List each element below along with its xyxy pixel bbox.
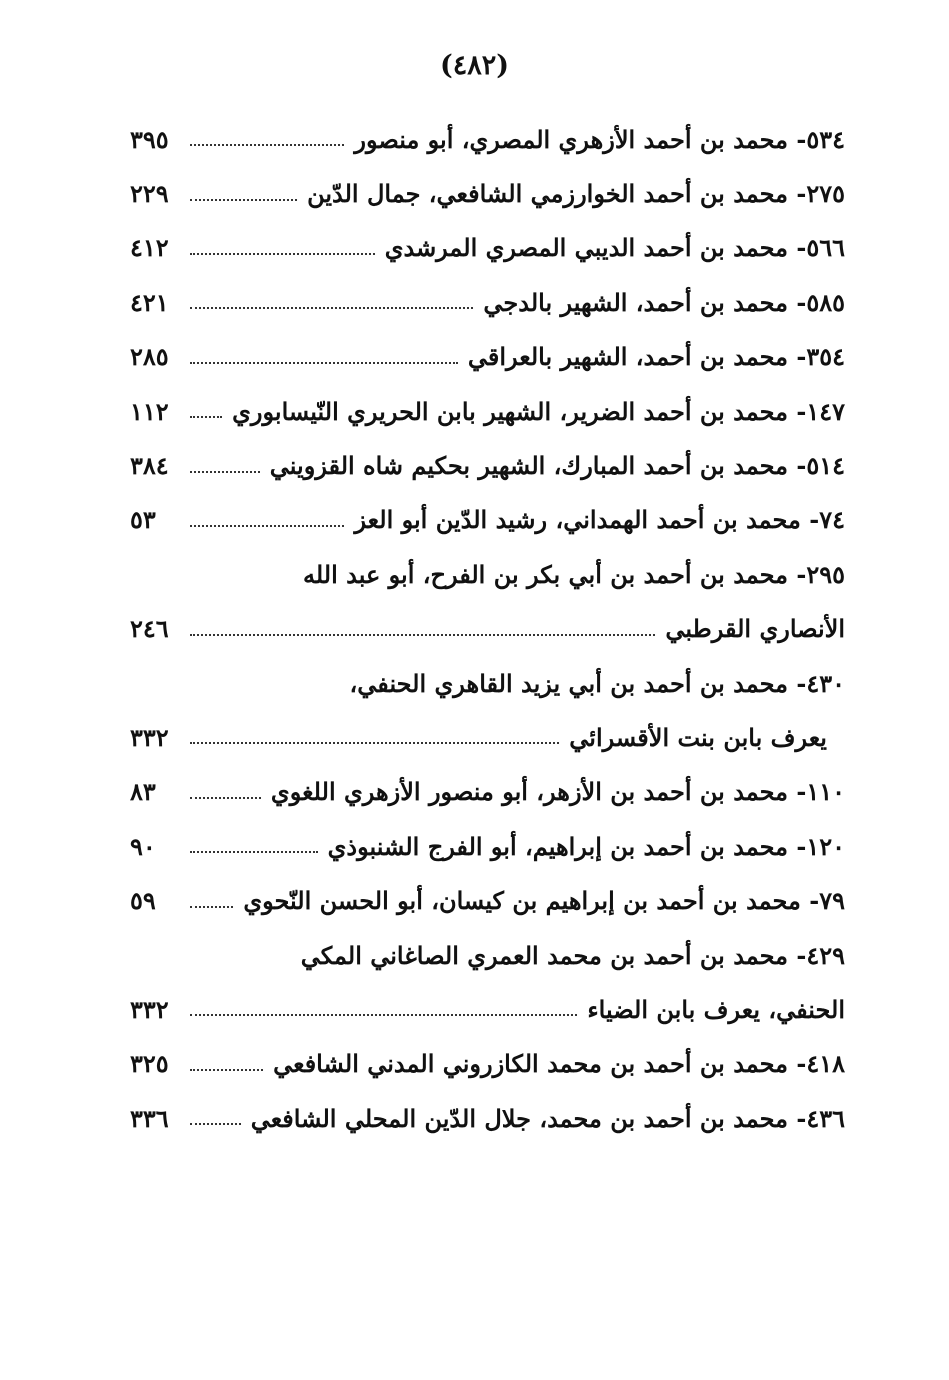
index-entry <box>130 330 845 384</box>
entry-page-number: ٣٢٥ <box>130 1049 169 1079</box>
entry-text: ١٢٠- محمد بن أحمد بن إبراهيم، أبو الفرج الشنبوذي <box>327 831 845 861</box>
entry-page-number: ٣٣٢ <box>130 994 169 1024</box>
entry-page-number: ٢٤٦ <box>130 614 169 644</box>
entry-text: ٥٣٤- محمد بن أحمد الأزهري المصري، أبو منصور <box>354 124 845 154</box>
entry-page-number: ٤٢١ <box>130 287 169 317</box>
dot-leader <box>190 851 318 853</box>
entry-text: ٥٦٦- محمد بن أحمد الديبي المصري المرشدي <box>384 233 845 263</box>
dot-leader <box>190 199 297 201</box>
entry-page-number: ٣٣٢ <box>130 722 169 752</box>
index-entry <box>130 221 845 275</box>
dot-leader <box>190 471 260 473</box>
index-entry <box>130 982 845 1036</box>
dot-leader <box>190 1123 241 1125</box>
dot-leader <box>190 525 344 527</box>
index-entry <box>130 819 845 873</box>
dot-leader <box>190 1014 577 1016</box>
dot-leader <box>190 1069 263 1071</box>
dot-leader <box>190 797 261 799</box>
entry-text: ٧٩- محمد بن أحمد بن إبراهيم بن كيسان، أبو الحسن النّحوي <box>243 886 845 916</box>
entry-page-number: ٢٢٩ <box>130 179 169 209</box>
index-entry <box>130 1091 845 1145</box>
entry-text: يعرف بابن بنت الأقسرائي <box>569 722 827 752</box>
entry-page-number: ٩٠ <box>130 831 156 861</box>
entry-page-number: ١١٢ <box>130 396 169 426</box>
dot-leader <box>190 634 655 636</box>
entry-page-number: ٢٨٥ <box>130 342 169 372</box>
entry-page-number: ٥٣ <box>130 505 156 535</box>
entry-text: ١١٠- محمد بن أحمد بن الأزهر، أبو منصور الأزهري اللغوي <box>270 777 845 807</box>
entry-text: ١٤٧- محمد بن أحمد الضرير، الشهير بابن الحريري النّيسابوري <box>232 396 845 426</box>
index-entry <box>130 873 845 927</box>
index-entry <box>130 656 845 710</box>
index-entry <box>130 384 845 438</box>
index-entry <box>130 166 845 220</box>
index-entry <box>130 275 845 329</box>
entry-page-number: ٣٣٦ <box>130 1103 169 1133</box>
index-entry <box>130 765 845 819</box>
entry-text: ٢٧٥- محمد بن أحمد الخوارزمي الشافعي، جمال الدّين <box>307 179 845 209</box>
entry-text: ٤٢٩- محمد بن أحمد بن محمد العمري الصاغاني المكي <box>300 940 845 970</box>
entry-page-number: ٣٩٥ <box>130 124 169 154</box>
page-number: (٤٨٢) <box>439 50 510 81</box>
entry-page-number: ٤١٢ <box>130 233 169 263</box>
index-entry <box>130 710 845 764</box>
dot-leader <box>190 742 559 744</box>
entry-text: ٢٩٥- محمد بن أحمد بن أبي بكر بن الفرح، أبو عبد الله <box>302 559 845 589</box>
entry-page-number: ٨٣ <box>130 777 156 807</box>
entry-text: ٤١٨- محمد بن أحمد بن محمد الكازروني المدني الشافعي <box>273 1049 845 1079</box>
index-entry <box>130 112 845 166</box>
index-entries <box>130 112 845 1145</box>
dot-leader <box>190 906 233 908</box>
entry-text: ٥٨٥- محمد بن أحمد، الشهير بالدجي <box>483 287 845 317</box>
entry-text: ٧٤- محمد بن أحمد الهمداني، رشيد الدّين أبو العز <box>354 505 845 535</box>
dot-leader <box>190 362 458 364</box>
entry-text: ٥١٤- محمد بن أحمد المبارك، الشهير بحكيم شاه القزويني <box>269 451 845 481</box>
index-entry <box>130 547 845 601</box>
index-entry <box>130 438 845 492</box>
dot-leader <box>190 144 344 146</box>
index-entry <box>130 493 845 547</box>
entry-page-number: ٣٨٤ <box>130 451 169 481</box>
entry-page-number: ٥٩ <box>130 886 156 916</box>
entry-text: ٤٣٠- محمد بن أحمد بن أبي يزيد القاهري الحنفي، <box>349 668 845 698</box>
dot-leader <box>190 253 375 255</box>
dot-leader <box>190 307 473 309</box>
index-entry <box>130 928 845 982</box>
entry-text: الأنصاري القرطبي <box>665 614 845 644</box>
entry-text: ٣٥٤- محمد بن أحمد، الشهير بالعراقي <box>467 342 845 372</box>
index-entry <box>130 1037 845 1091</box>
entry-text: ٤٣٦- محمد بن أحمد بن محمد، جلال الدّين المحلي الشافعي <box>250 1103 845 1133</box>
entry-text: الحنفي، يعرف بابن الضياء <box>587 994 845 1024</box>
index-entry <box>130 602 845 656</box>
dot-leader <box>190 416 222 418</box>
